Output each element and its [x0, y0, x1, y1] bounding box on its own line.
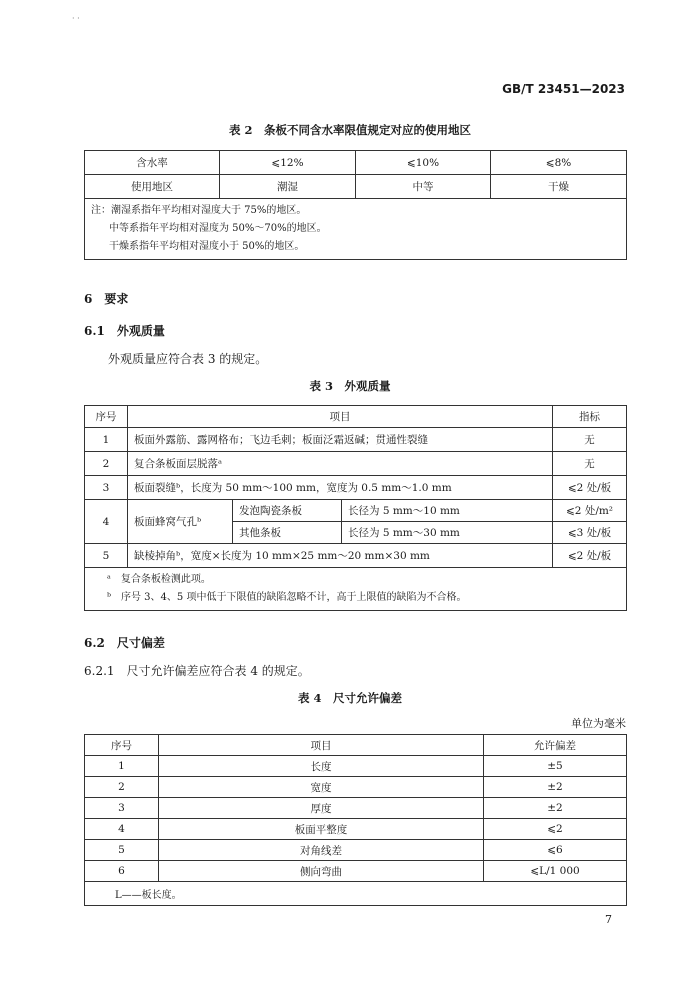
table4-header: 允许偏差 — [484, 735, 627, 756]
table3-subrow-spec: 长径为 5 mm～10 mm — [342, 500, 553, 522]
table4-row — [85, 861, 627, 882]
table3-row-item: 板面外露筋、露网格布；飞边毛刺；板面泛霜返碱；贯通性裂缝 — [128, 428, 553, 452]
table4-cell: 3 — [85, 798, 159, 819]
table4-cell: 6 — [85, 861, 159, 882]
table4-row — [85, 777, 627, 798]
table4-cell: 2 — [85, 777, 159, 798]
table2-cell: ⩽10% — [356, 151, 491, 175]
page-number: 7 — [605, 913, 612, 926]
table3-subrow-value: ⩽2 处/m² — [553, 500, 627, 522]
table4-header: 序号 — [85, 735, 159, 756]
table3-header: 项目 — [128, 406, 553, 428]
section-6-2-1-text: 6.2.1 尺寸允许偏差应符合表 4 的规定。 — [84, 664, 310, 678]
table4-cell: 4 — [85, 819, 159, 840]
table3-row-value: 无 — [553, 428, 627, 452]
table3-row — [85, 544, 627, 568]
table3-row-no: 2 — [85, 452, 128, 476]
table3-row-item: 板面裂缝ᵇ，长度为 50 mm～100 mm，宽度为 0.5 mm～1.0 mm — [128, 476, 553, 500]
table2-caption: 表 2 条板不同含水率限值规定对应的使用地区 — [228, 123, 471, 137]
table4-row — [85, 756, 627, 777]
table4-cell: ±2 — [484, 777, 627, 798]
table3-notes-row — [85, 568, 627, 611]
table2 — [84, 150, 627, 260]
table3-notes — [85, 568, 627, 611]
section-6-heading: 6 要求 — [84, 292, 129, 306]
table4-cell: 1 — [85, 756, 159, 777]
table4-cell: ⩽L/1 000 — [484, 861, 627, 882]
table4-unit: 单位为毫米 — [571, 717, 626, 730]
table2-cell: 潮湿 — [220, 175, 356, 199]
table3-header: 指标 — [553, 406, 627, 428]
table3-subrow-spec: 长径为 5 mm～30 mm — [342, 522, 553, 544]
table2-row — [85, 151, 627, 175]
table2-notes-row — [85, 199, 627, 260]
table3-row-no: 3 — [85, 476, 128, 500]
table4-cell: 5 — [85, 840, 159, 861]
table4 — [84, 734, 627, 906]
table4-row — [85, 819, 627, 840]
table3-row-value: 无 — [553, 452, 627, 476]
table3-row — [85, 452, 627, 476]
table3-subrow-type: 其他条板 — [233, 522, 342, 544]
table2-note: 中等系指年平均相对湿度为 50%～70%的地区。 — [109, 223, 327, 234]
table3-subrow-type: 发泡陶瓷条板 — [233, 500, 342, 522]
table3-row — [85, 500, 627, 522]
table2-row — [85, 175, 627, 199]
table4-note-row — [85, 882, 627, 906]
table2-cell: 中等 — [356, 175, 491, 199]
table3 — [84, 405, 627, 611]
table2-cell: 使用地区 — [85, 175, 220, 199]
table4-cell: ⩽6 — [484, 840, 627, 861]
table2-note: 干燥系指年平均相对湿度小于 50%的地区。 — [109, 241, 305, 252]
table4-header: 项目 — [159, 735, 484, 756]
table3-row-item: 板面蜂窝气孔ᵇ — [128, 500, 233, 544]
table3-header-row — [85, 406, 627, 428]
table3-row-no: 5 — [85, 544, 128, 568]
table4-cell: 对角线差 — [159, 840, 484, 861]
table4-cell: 宽度 — [159, 777, 484, 798]
table4-caption: 表 4 尺寸允许偏差 — [297, 691, 402, 705]
section-6-1-text: 外观质量应符合表 3 的规定。 — [108, 352, 268, 366]
table4-cell: 长度 — [159, 756, 484, 777]
table3-row-item: 复合条板面层脱落ᵃ — [128, 452, 553, 476]
table3-note: ᵃ 复合条板检测此项。 — [107, 574, 211, 585]
table3-row — [85, 476, 627, 500]
table3-subrow-value: ⩽3 处/板 — [553, 522, 627, 544]
table4-row — [85, 798, 627, 819]
table2-cell: ⩽12% — [220, 151, 356, 175]
section-6-1-heading: 6.1 外观质量 — [84, 324, 165, 338]
table3-row — [85, 428, 627, 452]
table4-cell: 侧向弯曲 — [159, 861, 484, 882]
table4-cell: 板面平整度 — [159, 819, 484, 840]
table3-row-no: 1 — [85, 428, 128, 452]
table2-notes — [85, 199, 627, 260]
table4-cell: 厚度 — [159, 798, 484, 819]
table3-caption: 表 3 外观质量 — [309, 379, 391, 393]
table4-header-row — [85, 735, 627, 756]
table4-row — [85, 840, 627, 861]
standard-number: GB/T 23451—2023 — [502, 82, 625, 96]
table4-cell: ±5 — [484, 756, 627, 777]
table4-cell: ⩽2 — [484, 819, 627, 840]
table2-cell: ⩽8% — [491, 151, 627, 175]
table3-row-value: ⩽2 处/板 — [553, 544, 627, 568]
table2-cell: 含水率 — [85, 151, 220, 175]
table3-note: ᵇ 序号 3、4、5 项中低于下限值的缺陷忽略不计，高于上限值的缺陷为不合格。 — [107, 592, 467, 603]
table2-cell: 干燥 — [491, 175, 627, 199]
table3-row-no: 4 — [85, 500, 128, 544]
table2-note: 注：潮湿系指年平均相对湿度大于 75%的地区。 — [91, 205, 307, 216]
table4-cell: ±2 — [484, 798, 627, 819]
table3-header: 序号 — [85, 406, 128, 428]
table3-row-value: ⩽2 处/板 — [553, 476, 627, 500]
table4-note: L——板长度。 — [85, 882, 627, 906]
table3-row-item: 缺棱掉角ᵇ，宽度×长度为 10 mm×25 mm～20 mm×30 mm — [128, 544, 553, 568]
section-6-2-heading: 6.2 尺寸偏差 — [84, 636, 165, 650]
scan-specks: · · — [72, 14, 80, 23]
